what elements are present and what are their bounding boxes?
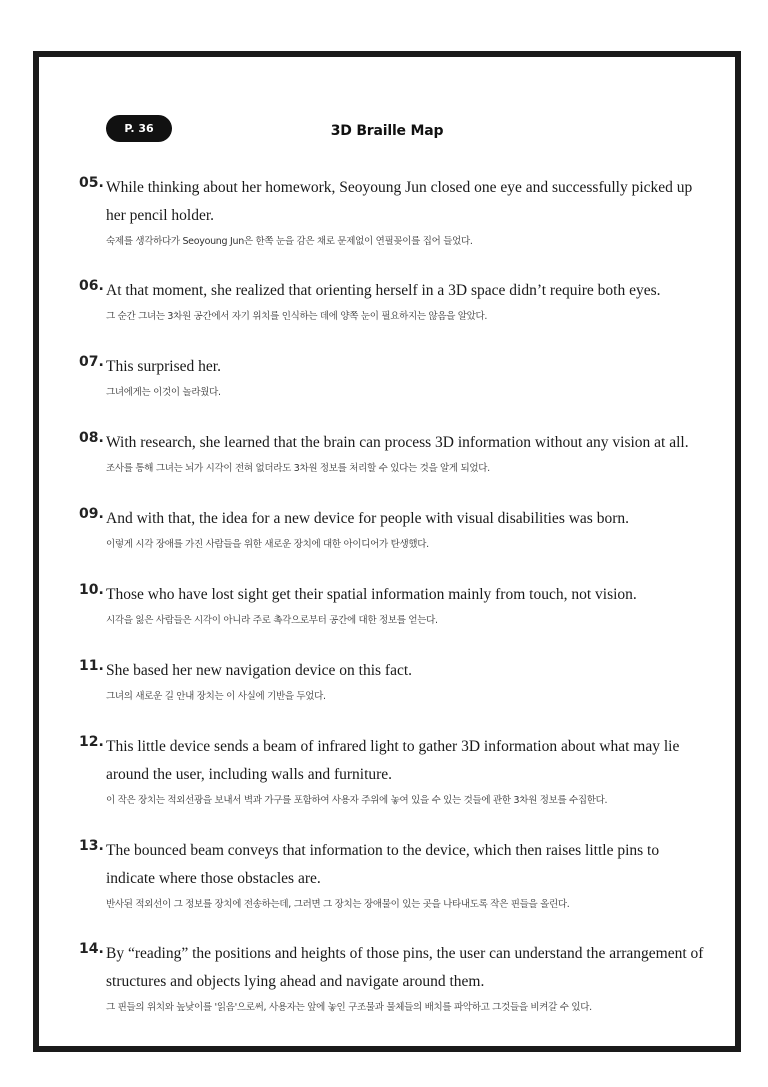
sentence-english: Those who have lost sight get their spatial information mainly from touch, not vision. xyxy=(106,586,637,603)
sentence-item xyxy=(79,353,709,398)
sentence-english: This surprised her. xyxy=(106,358,221,375)
sentence-item xyxy=(79,505,709,550)
sentence-korean: 숙제를 생각하다가 Seoyoung Jun은 한쪽 눈을 감은 채로 문제없이 연필꽂이를 집어 들었다. xyxy=(106,236,473,247)
sentence-english: The bounced beam conveys that information to the device, which then raises little pins to indicate where those obstacles are. xyxy=(106,842,660,887)
sentence-number: 14. xyxy=(79,941,104,957)
sentence-korean: 이 작은 장치는 적외선광을 보내서 벽과 가구를 포함하여 사용자 주위에 놓여 있을 수 있는 것들에 관한 3차원 정보를 수집한다. xyxy=(106,795,608,806)
sentence-english: This little device sends a beam of infrared light to gather 3D information about what may lie around the user, including walls and furniture. xyxy=(106,738,680,783)
sentence-korean: 조사를 통해 그녀는 뇌가 시각이 전혀 없더라도 3차원 정보를 처리할 수 있다는 것을 알게 되었다. xyxy=(106,463,490,474)
sentence-item xyxy=(79,657,709,702)
sentence-number: 07. xyxy=(79,354,104,370)
sentence-number: 10. xyxy=(79,582,104,598)
sentence-number: 13. xyxy=(79,838,104,854)
sentence-korean: 그녀의 새로운 길 안내 장치는 이 사실에 기반을 두었다. xyxy=(106,691,326,702)
sentence-item xyxy=(79,277,709,322)
sentence-item xyxy=(79,174,709,247)
sentence-korean: 그 순간 그녀는 3차원 공간에서 자기 위치를 인식하는 데에 양쪽 눈이 필요하지는 않음을 알았다. xyxy=(106,311,488,322)
sentence-english: She based her new navigation device on this fact. xyxy=(106,662,413,679)
sentence-item xyxy=(79,837,709,910)
sentence-item xyxy=(79,429,709,474)
sentence-number: 06. xyxy=(79,278,104,294)
sentence-item xyxy=(79,581,709,626)
sentence-english: And with that, the idea for a new device for people with visual disabilities was born. xyxy=(106,510,629,527)
sentence-english: While thinking about her homework, Seoyoung Jun closed one eye and successfully picked up her pencil holder. xyxy=(106,179,693,224)
sentence-item xyxy=(79,733,709,806)
sentence-korean: 이렇게 시각 장애를 가진 사람들을 위한 새로운 장치에 대한 아이디어가 탄생했다. xyxy=(106,539,429,550)
sentence-korean: 시각을 잃은 사람들은 시각이 아니라 주로 촉각으로부터 공간에 대한 정보를 얻는다. xyxy=(106,615,438,626)
page-frame xyxy=(33,51,741,1052)
sentence-korean: 그 핀들의 위치와 높낮이를 '읽음'으로써, 사용자는 앞에 놓인 구조물과 물체들의 배치를 파악하고 그것들을 비켜갈 수 있다. xyxy=(106,1002,592,1013)
page-number-badge: P. 36 xyxy=(106,115,172,142)
sentence-english: With research, she learned that the brain can process 3D information without any vision at all. xyxy=(106,434,689,451)
sentence-number: 11. xyxy=(79,658,104,674)
sentence-english: By “reading” the positions and heights of those pins, the user can understand the arrangement of structures and objects lying ahead and navigate around them. xyxy=(106,945,704,990)
sentence-number: 05. xyxy=(79,175,104,191)
page-title: 3D Braille Map xyxy=(330,123,444,139)
sentence-number: 12. xyxy=(79,734,104,750)
sentence-korean: 그녀에게는 이것이 놀라웠다. xyxy=(106,387,221,398)
sentence-korean: 반사된 적외선이 그 정보를 장치에 전송하는데, 그러면 그 장치는 장애물이 있는 곳을 나타내도록 작은 핀들을 올린다. xyxy=(106,899,570,910)
sentence-number: 09. xyxy=(79,506,104,522)
sentence-item xyxy=(79,940,709,1013)
sentence-number: 08. xyxy=(79,430,104,446)
sentence-english: At that moment, she realized that orienting herself in a 3D space didn’t require both eyes. xyxy=(106,282,661,299)
